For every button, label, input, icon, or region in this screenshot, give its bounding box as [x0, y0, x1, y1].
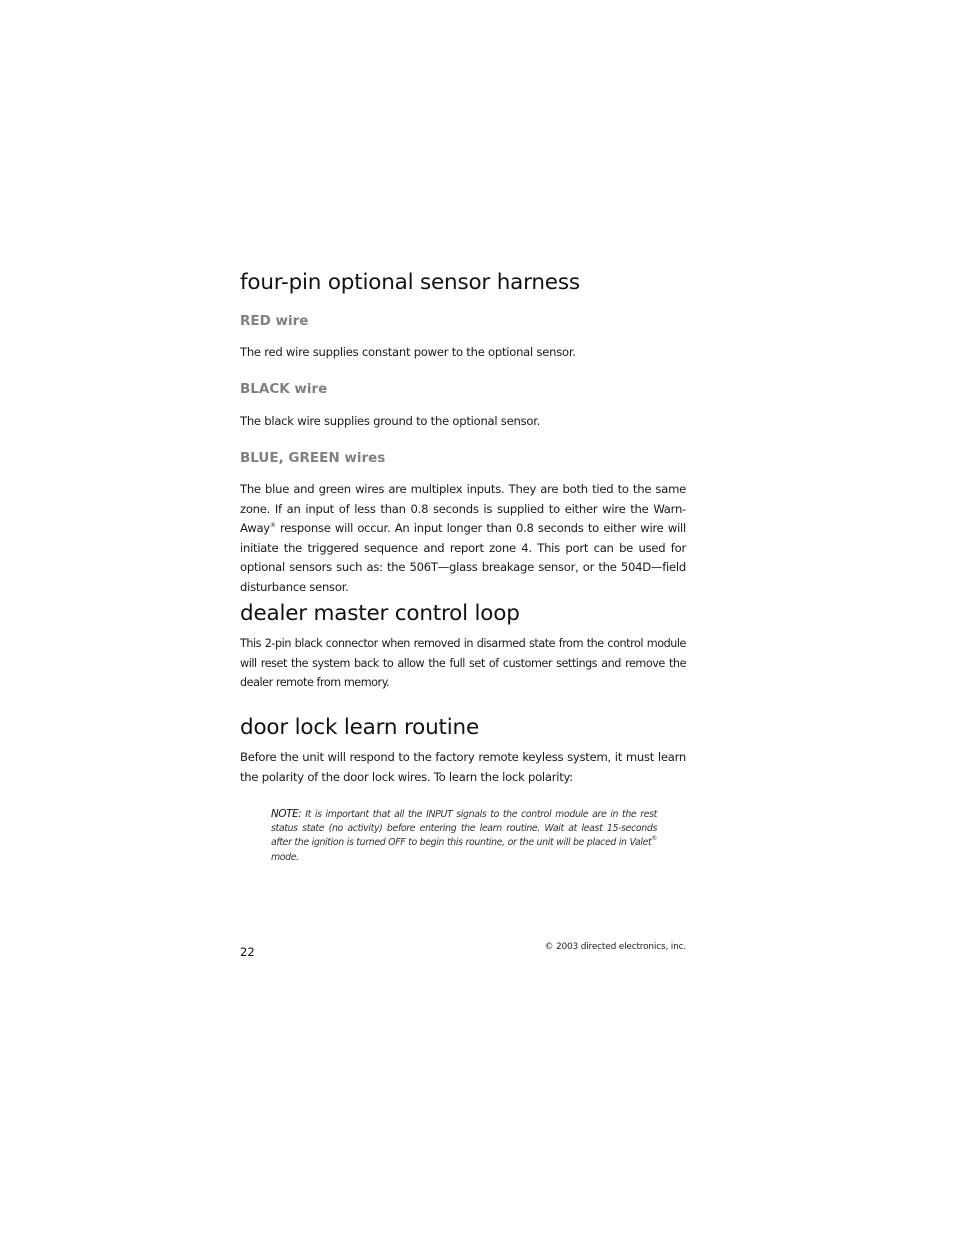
blue-green-text-part2: response will occur. An input longer than 0.8 seconds to either wire will initiate the triggered sequence and report zone 4. This port can be used for optional sensors such as: the 506T—glass breakage sensor, or the 504D—field disturbance sensor. — [240, 521, 686, 594]
note-label: NOTE: — [271, 808, 302, 820]
page-number: 22 — [240, 945, 255, 959]
paragraph-door-lock: Before the unit will respond to the factory remote keyless system, it must learn the polarity of the door lock wires. To learn the lock polarity: — [240, 750, 686, 784]
paragraph-red-wire: The red wire supplies constant power to the optional sensor. — [240, 345, 576, 359]
heading-dealer-master-control-loop: dealer master control loop — [240, 601, 520, 626]
note-text-part2: mode. — [271, 851, 299, 863]
note-text-part1: It is important that all the INPUT signals to the control module are in the rest status state (no activity) before entering the learn routine. Wait at least 15-seconds after the ignition is turned OFF to begin this rountine, or the unit will be placed in Valet — [271, 809, 657, 849]
paragraph-blue-green-wires — [240, 480, 686, 597]
subheading-black-wire: BLACK wire — [240, 381, 328, 397]
subheading-red-wire: RED wire — [240, 313, 309, 329]
blue-green-text-part1: The blue and green wires are multiplex inputs. They are both tied to the same zone. If an input of less than 0.8 seconds is supplied to either wire the Warn-Away — [240, 482, 686, 535]
note-learn-routine — [271, 807, 657, 865]
heading-door-lock-learn-routine: door lock learn routine — [240, 715, 479, 740]
copyright-notice: © 2003 directed electronics, inc. — [544, 942, 686, 952]
registered-mark: ® — [269, 522, 276, 529]
valet-registered-mark: ® — [651, 835, 657, 843]
paragraph-black-wire: The black wire supplies ground to the optional sensor. — [240, 414, 541, 428]
subheading-blue-green-wires: BLUE, GREEN wires — [240, 450, 386, 466]
paragraph-dealer-master: This 2-pin black connector when removed in disarmed state from the control module will reset the system back to allow the full set of customer settings and remove the dealer remote from memory. — [240, 637, 686, 689]
heading-four-pin-harness: four-pin optional sensor harness — [240, 270, 580, 295]
